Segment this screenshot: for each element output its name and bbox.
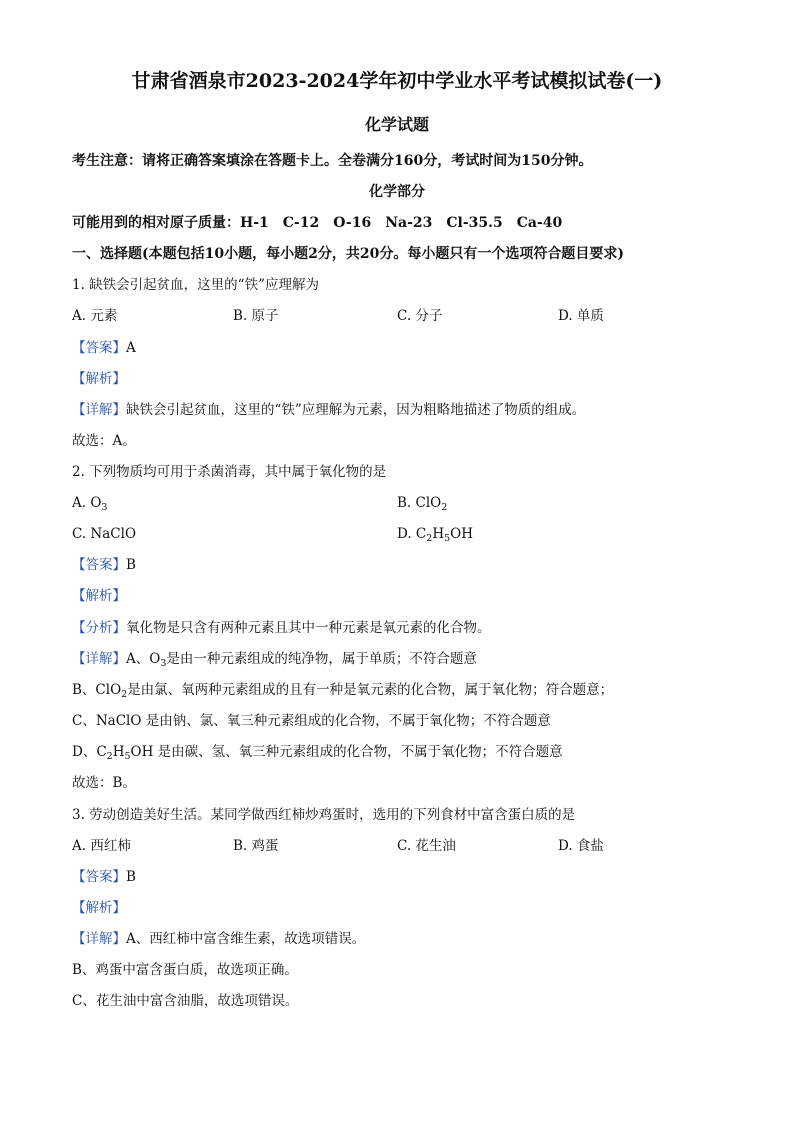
q2-fenxi — [72, 619, 491, 637]
q2-line-d-mid: H — [112, 744, 125, 760]
q2-option-b-text: B. ClO — [397, 495, 442, 511]
q3-answer — [72, 868, 136, 886]
subject-title: 化学试题 — [364, 115, 429, 134]
q2-option-d — [397, 525, 473, 543]
q3-line-b: B、鸡蛋中富含蛋白质，故选项正确。 — [72, 962, 298, 978]
q1-analysis-label: 【解析】 — [72, 371, 126, 387]
section-title: 一、选择题(本题包括10小题，每小题2分，共20分。每小题只有一个选项符合题目要求) — [72, 246, 624, 262]
q3-option-a: A. 西红柿 — [72, 838, 131, 854]
q2-line-d — [72, 743, 563, 761]
q2-fenxi-text: 氧化物是只含有两种元素且其中一种元素是氧元素的化合物。 — [126, 620, 491, 636]
detail-label: 【详解】 — [72, 651, 126, 667]
answer-label: 【答案】 — [72, 557, 126, 573]
q3-stem: 3. 劳动创造美好生活。某同学做西红柿炒鸡蛋时，选用的下列食材中富含蛋白质的是 — [72, 807, 576, 823]
q2-line-d-pre: D、C — [72, 744, 107, 760]
detail-label: 【详解】 — [72, 402, 126, 418]
q1-option-c: C. 分子 — [397, 308, 443, 324]
q1-option-a: A. 元素 — [72, 308, 118, 324]
exam-title: 甘肃省酒泉市2023-2024学年初中学业水平考试模拟试卷(一) — [131, 70, 663, 92]
q2-option-d-mid: H — [432, 526, 445, 542]
q3-detail — [72, 930, 365, 948]
q2-option-d-prefix: D. C — [397, 526, 427, 542]
q2-option-a — [72, 494, 107, 512]
q2-detail — [72, 650, 477, 668]
q1-detail — [72, 401, 585, 419]
q2-option-d-suffix: OH — [450, 526, 473, 542]
q2-line-b — [72, 681, 613, 699]
part-title: 化学部分 — [369, 184, 425, 200]
answer-label: 【答案】 — [72, 340, 126, 356]
atomic-masses: 可能用到的相对原子质量：H-1 C-12 O-16 Na-23 Cl-35.5 Ca-40 — [72, 215, 563, 231]
q2-detail-a-post: 是由一种元素组成的纯净物，属于单质；不符合题意 — [166, 651, 477, 667]
q2-answer — [72, 556, 136, 574]
q3-line-c: C、花生油中富含油脂，故选项错误。 — [72, 993, 299, 1009]
q2-analysis-label: 【解析】 — [72, 588, 126, 604]
q1-option-d: D. 单质 — [558, 308, 604, 324]
q1-stem: 1. 缺铁会引起贫血，这里的“铁”应理解为 — [72, 277, 319, 293]
q2-line-d-sub2: 5 — [124, 751, 131, 762]
q3-analysis-label: 【解析】 — [72, 900, 126, 916]
answer-label: 【答案】 — [72, 869, 126, 885]
q2-conclusion: 故选：B。 — [72, 775, 136, 791]
q1-option-b: B. 原子 — [233, 308, 279, 324]
q2-option-b — [397, 494, 447, 512]
q2-detail-a-sub: 3 — [160, 658, 167, 669]
q2-option-a-text: A. O — [72, 495, 102, 511]
fenxi-label: 【分析】 — [72, 620, 126, 636]
q2-option-a-sub: 3 — [101, 502, 108, 513]
q1-answer-value: A — [126, 340, 136, 356]
q2-line-d-sub1: 2 — [106, 751, 113, 762]
q2-detail-a-pre: A、O — [126, 651, 161, 667]
q2-line-d-post: OH 是由碳、氢、氧三种元素组成的化合物，不属于氧化物；不符合题意 — [130, 744, 563, 760]
q2-option-d-sub2: 5 — [444, 533, 451, 544]
notice: 考生注意：请将正确答案填涂在答题卡上。全卷满分160分，考试时间为150分钟。 — [72, 153, 593, 169]
q1-conclusion: 故选：A。 — [72, 433, 136, 449]
q2-stem: 2. 下列物质均可用于杀菌消毒，其中属于氧化物的是 — [72, 464, 387, 480]
q2-line-b-pre: B、ClO — [72, 682, 122, 698]
q2-option-c: C. NaClO — [72, 526, 137, 542]
q3-option-c: C. 花生油 — [397, 838, 456, 854]
q3-option-d: D. 食盐 — [558, 838, 604, 854]
q2-option-b-sub: 2 — [441, 502, 448, 513]
q2-line-b-post: 是由氯、氧两种元素组成的且有一种是氧元素的化合物，属于氧化物；符合题意； — [127, 682, 614, 698]
q3-detail-text: A、西红柿中富含维生素，故选项错误。 — [126, 931, 366, 947]
detail-label: 【详解】 — [72, 931, 126, 947]
q2-line-b-sub: 2 — [121, 689, 128, 700]
q2-line-c: C、NaClO 是由钠、氯、氧三种元素组成的化合物，不属于氧化物；不符合题意 — [72, 713, 551, 729]
q3-option-b: B. 鸡蛋 — [233, 838, 279, 854]
q1-detail-text: 缺铁会引起贫血，这里的“铁”应理解为元素，因为粗略地描述了物质的组成。 — [126, 402, 586, 418]
q1-answer — [72, 339, 136, 357]
q3-answer-value: B — [126, 869, 136, 885]
q2-answer-value: B — [126, 557, 136, 573]
q2-option-d-sub1: 2 — [426, 533, 433, 544]
